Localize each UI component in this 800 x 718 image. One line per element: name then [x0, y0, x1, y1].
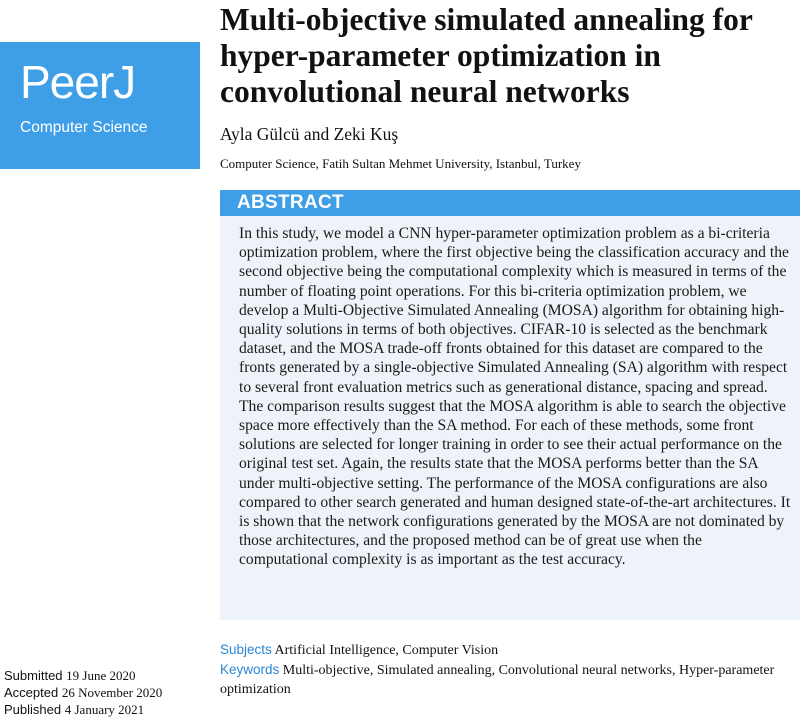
subjects-label: Subjects [220, 642, 272, 657]
publication-dates [4, 667, 162, 718]
published-label: Published [4, 702, 62, 717]
paper-metadata [220, 640, 795, 699]
logo-subtitle: Computer Science [20, 119, 148, 136]
peerj-logo [0, 42, 200, 169]
published-line [4, 701, 162, 718]
abstract-heading: ABSTRACT [237, 192, 344, 213]
accepted-date: 26 November 2020 [61, 685, 163, 700]
abstract-text: In this study, we model a CNN hyper-parameter optimization problem as a bi-criteria optimization problem, where the first objective being the classification accuracy and the second objective being the computational complexity which is measured in terms of the number of floating point operations. For this bi-criteria optimization problem, we develop a Multi-Objective Simulated Annealing (MOSA) algorithm for obtaining high-quality solutions in terms of both objectives. CIFAR-10 is selected as the benchmark dataset, and the MOSA trade-off fronts obtained for this dataset are compared to the fronts generated by a single-objective Simulated Annealing (SA) algorithm with respect to several front evaluation metrics such as generational distance, spacing and spread. The comparison results suggest that the MOSA algorithm is able to search the objective space more effectively than the SA method. For each of these methods, some front solutions are selected for longer training in order to see their actual performance on the original test set. Again, the results state that the MOSA performs better than the SA under multi-objective setting. The performance of the MOSA configurations are also compared to other search generated and human designed state-of-the-art architectures. It is shown that the network configurations generated by the MOSA are not dominated by those architectures, and the proposed method can be of great use when the computational complexity is as important as the test accuracy. [239, 225, 791, 569]
subjects-value: Artificial Intelligence, Computer Vision [274, 643, 499, 658]
keywords-value: Multi-objective, Simulated annealing, Convolutional neural networks, Hyper-parameter optimization [220, 663, 775, 697]
subjects-line [220, 640, 795, 660]
submitted-date: 19 June 2020 [66, 668, 136, 683]
paper-title: Multi-objective simulated annealing for hyper-parameter optimization in convolutional neural networks [220, 2, 753, 109]
published-date: 4 January 2021 [64, 702, 145, 717]
submitted-line [4, 667, 162, 684]
logo-wordmark: PeerJ [20, 56, 136, 108]
keywords-label: Keywords [220, 662, 280, 677]
paper-affiliation: Computer Science, Fatih Sultan Mehmet University, Istanbul, Turkey [220, 156, 581, 171]
accepted-label: Accepted [4, 685, 59, 700]
paper-authors: Ayla Gülcü and Zeki Kuş [220, 124, 399, 144]
submitted-label: Submitted [4, 668, 63, 683]
abstract-section [220, 190, 800, 620]
abstract-header-bar [220, 190, 800, 216]
keywords-line [220, 660, 795, 699]
accepted-line [4, 684, 162, 701]
